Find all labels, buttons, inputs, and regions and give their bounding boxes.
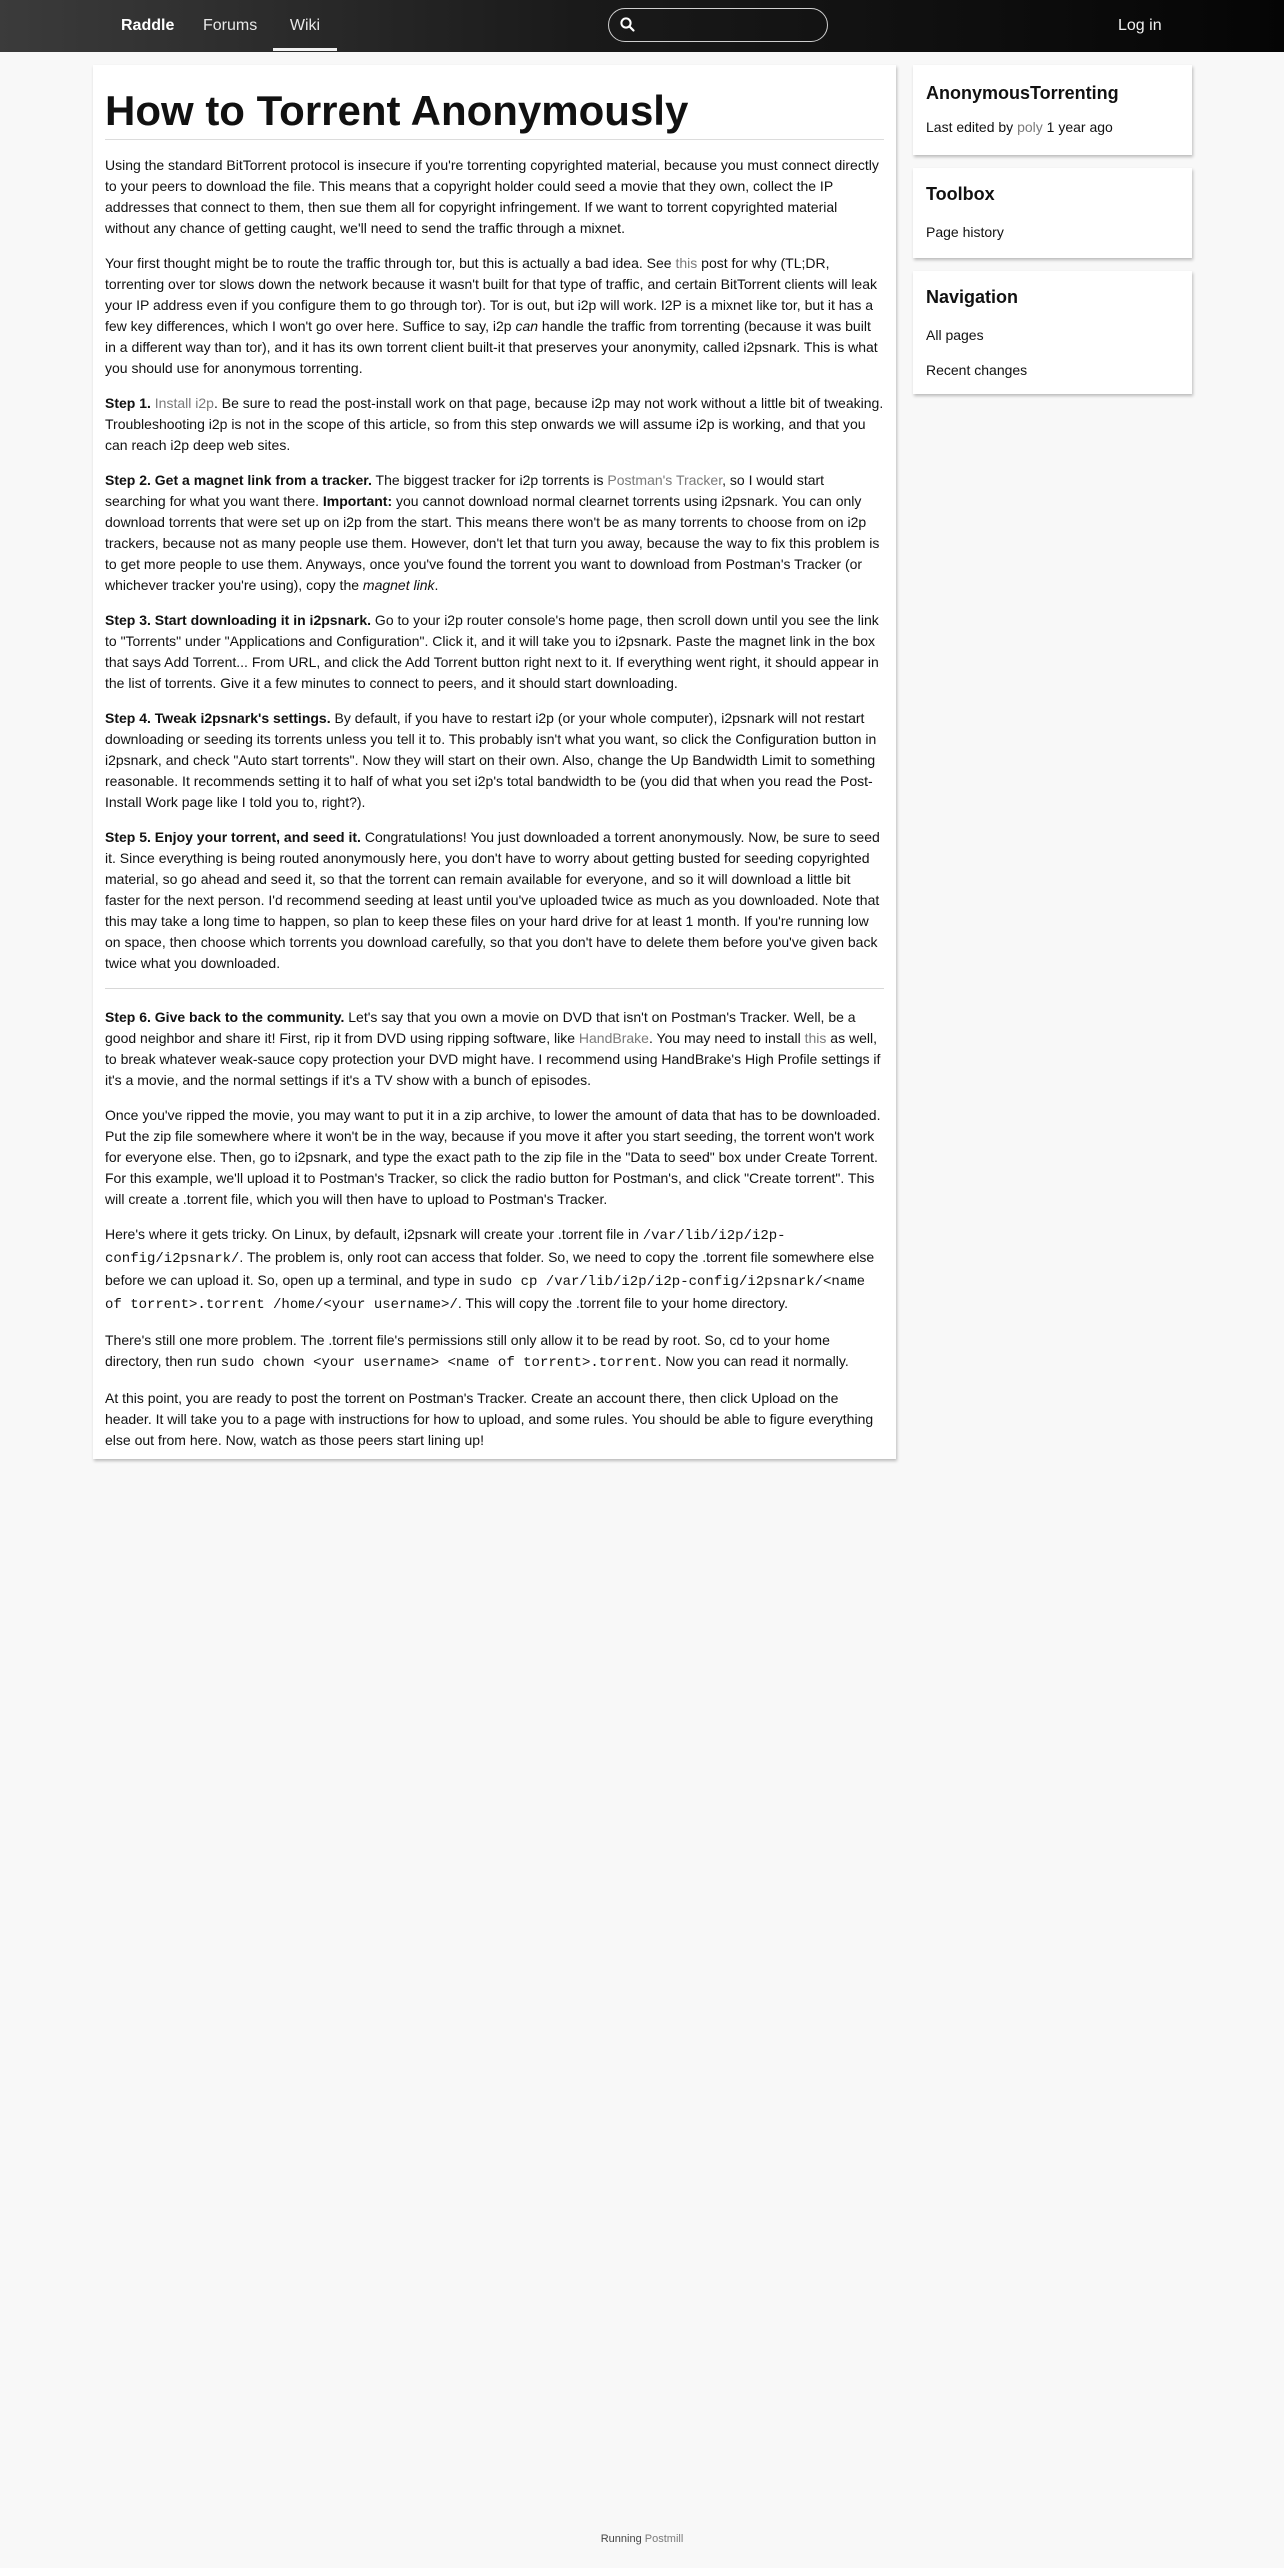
nav-forums-link[interactable]: Forums [203, 17, 258, 34]
inline-code: sudo chown <your username> <name of torrent>.torrent [220, 1355, 658, 1371]
navigation-heading: Navigation [926, 287, 1019, 307]
editor-user-link[interactable]: poly [1017, 119, 1043, 135]
emphasis-text: can [515, 318, 539, 334]
page-info-card [913, 65, 1192, 155]
top-nav-bar [0, 0, 1284, 52]
paragraph-text: Using the standard BitTorrent protocol is insecure if you're torrenting copyrighted material, because you must connect directly to your peers to download the file. This means that a copyright holder could seed a movie that they own, collect the IP addresses that connect to them, then sue them all for copyright infringement. If we want to torrent copyrighted material without any chance of getting caught, we'll need to send the traffic through a mixnet. [105, 157, 879, 236]
libdvdcss-link[interactable]: this [804, 1030, 827, 1046]
page-history-link[interactable]: Page history [926, 224, 1004, 240]
paragraph-text: Here's where it gets tricky. On Linux, by default, i2psnark will create your .torrent file in [105, 1226, 643, 1242]
all-pages-link[interactable]: All pages [926, 327, 984, 343]
active-tab-indicator [273, 48, 337, 51]
paragraph-text: Once you've ripped the movie, you may want to put it in a zip archive, to lower the amount of data that has to be downloaded. Put the zip file somewhere where it won't be in the way, because if you move it after you start seeding, the torrent won't work for everyone else. Then, go to i2psnark, and type the exact path to the zip file in the "Data to seed" box under Create Torrent. For this example, we'll upload it to Postman's Tracker, so click the radio button for Postman's, and click "Create torrent". This will create a .torrent file, which you will then have to upload to Postman's Tracker. [105, 1107, 881, 1207]
tor-post-link[interactable]: this [675, 255, 698, 271]
paragraph-text: . Be sure to read the post-install work on that page, because i2p may not work without a little bit of tweaking. Troubleshooting i2p is not in the scope of this article, so from this step onwards we will assume i2p is working, and that you can reach i2p deep web sites. [105, 395, 884, 453]
login-link[interactable]: Log in [1118, 17, 1162, 34]
paragraph-text: post for why (TL;DR, torrenting over tor slows down the network because it wasn't built for that type of traffic, and certain BitTorrent clients will leak your IP address even if you configure them to go through tor). Tor is out, but i2p will work. I2P is a mixnet like tor, but it has a few key differences, which I won't go over here. Suffice to say, i2p [105, 255, 878, 334]
footer [0, 2533, 1284, 2545]
paragraph-text: . Now you can read it normally. [657, 1353, 849, 1369]
wiki-page-name: AnonymousTorrenting [926, 83, 1119, 103]
paragraph-text: you cannot download normal clearnet torrents using i2psnark. You can only download torrents that were set up on i2p from the start. This means there won't be as many torrents to choose from on i2p trackers, because not as many people use them. However, don't let that turn you away, because the way to fix this problem is to get more people to use them. Anyways, once you've found the torrent you want to download from Postman's Tracker (or whichever tracker you're using), copy the [105, 493, 880, 593]
paragraph-text: By default, if you have to restart i2p (or your whole computer), i2psnark will not restart downloading or seeding its torrents unless you tell it to. This probably isn't what you want, so click the Configuration button in i2psnark, and check "Auto start torrents". Now they will start on their own. Also, change the Up Bandwidth Limit to something reasonable. It recommends setting it to half of what you set i2p's total bandwidth to be (you did that when you read the Post-Install Work page like I told you to, right?). [105, 710, 877, 810]
step-5-paragraph [105, 827, 884, 974]
paragraph-text: as well, to break whatever weak-sauce copy protection your DVD might have. I recommend using HandBrake's High Profile settings if it's a movie, and the normal settings if it's a TV show with a bunch of episodes. [105, 1030, 881, 1088]
paragraph-text: , so I would start searching for what you want there. [105, 472, 825, 509]
search-input[interactable] [641, 14, 815, 38]
install-i2p-link[interactable]: Install i2p [154, 395, 214, 411]
article-paragraph [105, 1105, 884, 1210]
step-4-paragraph [105, 708, 884, 813]
paragraph-text: Let's say that you own a movie on DVD that isn't on Postman's Tracker. Well, be a good neighbor and share it! First, rip it from DVD using ripping software, like [105, 1009, 856, 1046]
paragraph-text: . This will copy the .torrent file to your home directory. [457, 1295, 789, 1311]
article-paragraph [105, 1330, 884, 1374]
recent-changes-link[interactable]: Recent changes [926, 362, 1028, 378]
section-divider [105, 988, 884, 989]
step-label: Step 5. Enjoy your torrent, and seed it. [105, 829, 361, 845]
paragraph-text: . [434, 577, 439, 593]
last-edited-label: Last edited by [926, 119, 1018, 135]
step-2-paragraph [105, 470, 884, 596]
paragraph-text: There's still one more problem. The .torrent file's permissions still only allow it to be read by root. So, cd to your home directory, then run [105, 1332, 830, 1369]
step-label: Step 4. Tweak i2psnark's settings. [105, 710, 331, 726]
toolbox-card [913, 168, 1192, 258]
paragraph-text: handle the traffic from torrenting (because it was built in a different way than tor), and it has its own torrent client built-it that preserves your anonymity, called i2psnark. This is what you should use for anonymous torrenting. [105, 318, 878, 376]
inline-code: /var/lib/i2p/i2p-config/i2psnark/ [105, 1228, 786, 1267]
inline-code: sudo cp /var/lib/i2p/i2p-config/i2psnark/<name of torrent>.torrent /home/<your username>/ [105, 1274, 866, 1313]
article-paragraph [105, 1388, 884, 1451]
wiki-article-card [93, 65, 896, 1459]
paragraph-text: . You may need to install [648, 1030, 805, 1046]
emphasis-text: magnet link [362, 577, 435, 593]
article-paragraph [105, 253, 884, 379]
search-icon [619, 16, 637, 34]
step-6-paragraph [105, 1007, 884, 1091]
search-box[interactable] [608, 8, 828, 42]
handbrake-link[interactable]: HandBrake [578, 1030, 649, 1046]
brand-link[interactable]: Raddle [121, 17, 175, 34]
step-label: Step 3. Start downloading it in i2psnark. [105, 612, 372, 628]
step-1-paragraph [105, 393, 884, 456]
last-edited-time: 1 year ago [1042, 119, 1113, 135]
paragraph-text: The biggest tracker for i2p torrents is [371, 472, 608, 488]
article-paragraph [105, 155, 884, 239]
toolbox-heading: Toolbox [926, 184, 995, 204]
postmans-tracker-link[interactable]: Postman's Tracker [607, 472, 723, 488]
nav-wiki-link[interactable]: Wiki [289, 17, 321, 34]
step-label: Step 1. [105, 395, 151, 411]
step-3-paragraph [105, 610, 884, 694]
paragraph-text: Your first thought might be to route the traffic through tor, but this is actually a bad idea. See [105, 255, 676, 271]
paragraph-text: At this point, you are ready to post the torrent on Postman's Tracker. Create an account there, then click Upload on the header. It will take you to a page with instructions for how to upload, and some rules. You should be able to figure everything else out from here. Now, watch as those peers start lining up! [105, 1390, 874, 1448]
paragraph-text: . The problem is, only root can access that folder. So, we need to copy the .torrent file somewhere else before we can upload it. So, open up a terminal, and type in [105, 1249, 875, 1288]
footer-text: Running [600, 2533, 645, 2545]
step-label: Step 2. Get a magnet link from a tracker. [105, 472, 372, 488]
page-title: How to Torrent Anonymously [105, 85, 884, 140]
navigation-card [913, 271, 1192, 394]
important-label: Important: [322, 493, 393, 509]
paragraph-text: Go to your i2p router console's home page, then scroll down until you see the link to "Torrents" under "Applications and Configuration". Click it, and it will take you to i2psnark. Paste the magnet link in the box that says Add Torrent... From URL, and click the Add Torrent button right next to it. If everything went right, it should appear in the list of torrents. Give it a few minutes to connect to peers, and it should start downloading. [105, 612, 879, 691]
postmill-link[interactable]: Postmill [644, 2533, 684, 2545]
article-paragraph [105, 1224, 884, 1316]
paragraph-text: Congratulations! You just downloaded a torrent anonymously. Now, be sure to seed it. Since everything is being routed anonymously here, you don't have to worry about getting busted for seeding copyrighted material, so go ahead and seed it, so that the torrent can remain available for everyone, and so it will download a little bit faster for the next person. I'd recommend seeding at least until you've uploaded twice as much as you downloaded. Note that this may take a long time to happen, so plan to keep these files on your hard drive for at least 1 month. If you're running low on space, then choose which torrents you download carefully, so that you don't have to delete them before you've given back twice what you downloaded. [105, 829, 880, 971]
article-body [105, 155, 884, 1451]
step-label: Step 6. Give back to the community. [105, 1009, 345, 1025]
last-edited-line [926, 117, 1179, 137]
